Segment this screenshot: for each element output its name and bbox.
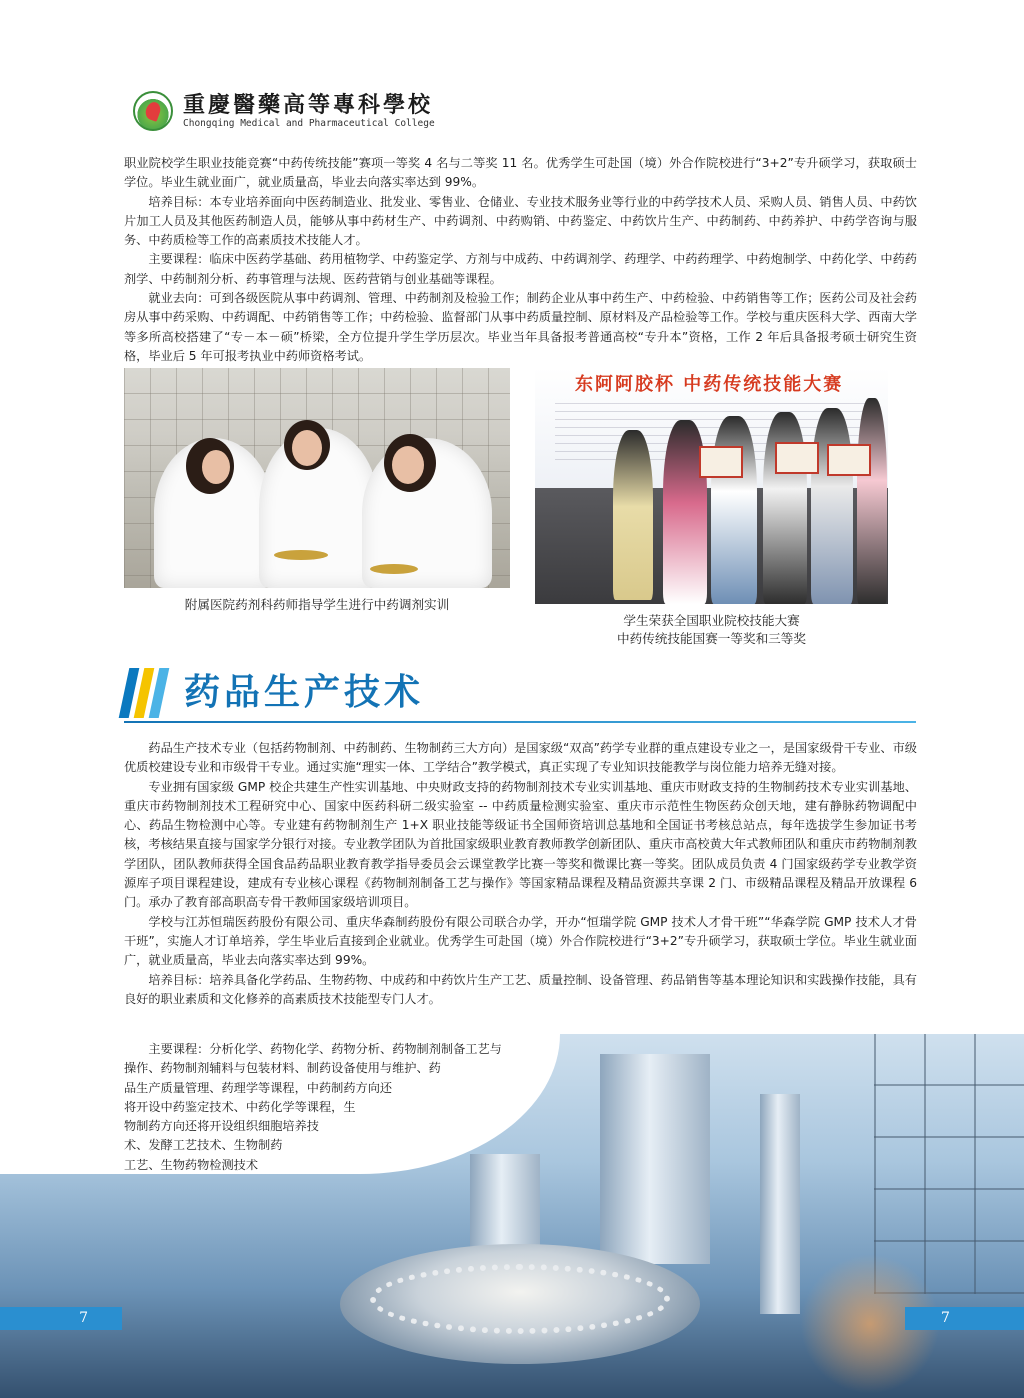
awardee-figure [711, 416, 757, 604]
left-photo-caption: 附属医院药剂科药师指导学生进行中药调剂实训 [184, 597, 450, 612]
turret-ring [370, 1264, 670, 1334]
student-face [202, 450, 230, 484]
student-face [392, 446, 424, 484]
paragraph: 学校与江苏恒瑞医药股份有限公司、重庆华森制药股份有限公司联合办学，开办“恒瑞学院 GMP 技术人才骨干班”“华森学院 GMP 技术人才骨干班”，实施人才订单培养，学生毕业后直接到企业就业。优秀学生可赴国（境）外合作院校进行“3+2”专升硕学习，获取硕士学位。毕业生就业面广，就业质量高，毕业去向落实率达到 99%。 [124, 914, 917, 968]
paragraph: 职业院校学生职业技能竞赛“中药传统技能”赛项一等奖 4 名与二等奖 11 名。优秀学生可赴国（境）外合作院校进行“3+2”专升硕学习，获取硕士学位。毕业生就业面广，就业质量高，毕业去向落实率达到 99%。 [124, 156, 917, 190]
paragraph: 专业拥有国家级 GMP 校企共建生产性实训基地、中央财政支持的药物制剂技术专业实训基地、重庆市财政支持的生物制药技术专业实训基地、重庆市药物制剂技术工程研究中心、国家中医药科研二级实验室 -- 中药质量检测实验室、重庆市示范性生物医药众创天地，建有静脉药物调配中心、药品生物检测中心等。专业建有药物制剂生产 1+X 职业技能等级证书全国师资培训总基地和全国证书考核总站点，每年选拔学生参加证书考核，考核结果直接与国家学分银行对接。专业教学团队为首批国家级职业教育教师教学创新团队、重庆市高校黄大年式教师团队和重庆市药物制剂教学团队，团队教师获得全国食品药品职业教育教学指导委员会云课堂教学比赛一等奖和微课比赛一等奖。团队成员负责 4 门国家级药学专业教学资源库子项目课程建设，建成有专业核心课程《药物制剂制备工艺与操作》等国家精品课程及精品资源共享课 2 门、市级精品课程及精品开放课程 6 门。承办了教育部高职高专骨干教师国家级培训项目。 [124, 779, 917, 910]
college-logo-icon [133, 91, 173, 131]
courses-line: 将开设中药鉴定技术、中药化学等课程，生 [124, 1099, 356, 1114]
storage-cabinet [874, 1034, 1024, 1294]
awardee-figure [857, 398, 887, 604]
college-name [183, 93, 435, 130]
paragraph: 培养目标：培养具备化学药品、生物药物、中成药和中药饮片生产工艺、质量控制、设备管理、药品销售等基本理论知识和实践操作技能，具有良好的职业素质和文化修养的高素质技术技能型专门人才。 [124, 972, 917, 1006]
section-divider [124, 721, 916, 723]
page-number-right: 7 [905, 1307, 1024, 1330]
machine-column [600, 1054, 710, 1264]
courses-line: 操作、药物制剂辅料与包装材料、制药设备使用与维护、药 [124, 1061, 441, 1076]
scale-pan [274, 550, 328, 560]
right-caption-line: 学生荣获全国职业院校技能大赛 [623, 613, 800, 628]
courses-text-block [124, 1040, 564, 1175]
certificate [827, 444, 871, 476]
certificate [775, 442, 819, 474]
awardee-figure [811, 408, 853, 604]
paragraph: 培养目标：本专业培养面向中医药制造业、批发业、零售业、仓储业、专业技术服务业等行业的中药学技术人员、采购人员、销售人员、中药饮片加工人员及其他医药制造人员，能够从事中药材生产、中药调剂、中药购销、中药鉴定、中药饮片生产、中药制药、中药养护、中药学咨询与服务、中药质检等工作的高素质技术技能人才。 [124, 194, 917, 248]
courses-line: 物制药方向还将开设组织细胞培养技 [124, 1119, 319, 1134]
page-header [133, 86, 435, 136]
pharmacy-training-photo [124, 368, 510, 588]
paragraph: 主要课程：临床中医药学基础、药用植物学、中药鉴定学、方剂与中成药、中药调剂学、药理学、中药药理学、中药炮制学、中药化学、中药药剂学、中药制剂分析、药事管理与法规、医药营销与创业基础等课程。 [124, 252, 917, 286]
banner-title: 东阿阿胶杯 中药传统技能大赛 [575, 374, 844, 395]
section-title: 药品生产技术 [184, 672, 425, 713]
paragraph: 药品生产技术专业（包括药物制剂、中药制药、生物制药三大方向）是国家级“双高”药学专业群的重点建设专业之一，是国家级骨干专业、市级优质校建设专业和市级骨干专业。通过实施“理实一体、工学结合”教学模式，真正实现了专业知识技能教学与岗位能力培养无缝对接。 [124, 741, 917, 775]
courses-line: 主要课程：分析化学、药物化学、药物分析、药物制剂制备工艺与 [148, 1042, 502, 1056]
scale-pan [370, 564, 418, 574]
machine-column [760, 1094, 800, 1314]
intro-text-block [124, 154, 917, 366]
pharmacist-face [292, 430, 322, 466]
section-text-block [124, 739, 917, 1009]
section-accent-bars [124, 668, 168, 718]
courses-line: 工艺、生物药物检测技术 [124, 1157, 259, 1172]
certificate [699, 446, 743, 478]
courses-line: 术、发酵工艺技术、生物制药 [124, 1138, 283, 1153]
courses-line: 品生产质量管理、药理学等课程，中药制药方向还 [124, 1080, 393, 1095]
page-number-left: 7 [0, 1307, 122, 1330]
college-name-en: Chongqing Medical and Pharmaceutical College [183, 117, 435, 129]
award-photo [535, 368, 888, 604]
right-caption-line: 中药传统技能国赛一等奖和三等奖 [617, 631, 806, 646]
awardee-figure [613, 430, 653, 600]
right-photo-caption [535, 612, 888, 648]
paragraph: 就业去向：可到各级医院从事中药调剂、管理、中药制剂及检验工作；制药企业从事中药生产、中药检验、中药销售等工作；医药公司及社会药房从事中药采购、中药调配、中药销售等工作；中药检验、监督部门从事中药质量控制、原材料及产品检验等工作。学校与重庆医科大学、西南大学等多所高校搭建了“专－本－硕”桥梁，全方位提升学生学历层次。毕业当年具备报考普通高校“专升本”资格，工作 2 年后具备报考硕士研究生资格，毕业后 5 年可报考执业中药师资格考试。 [124, 291, 917, 363]
awardee-figure [763, 412, 807, 604]
college-name-cn: 重慶醫藥高等專科學校 [183, 91, 434, 118]
